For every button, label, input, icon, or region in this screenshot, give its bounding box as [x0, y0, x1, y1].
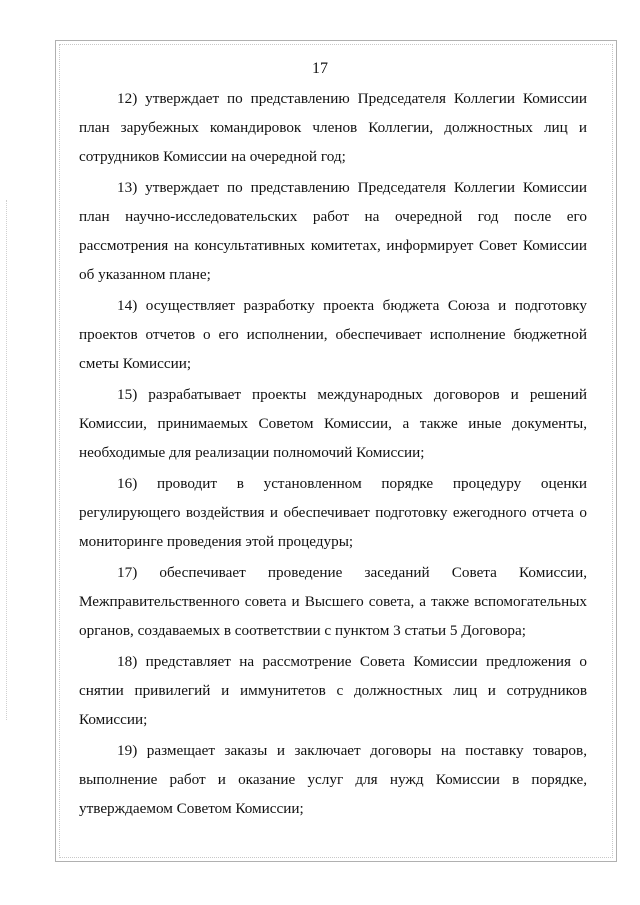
- document-body: [79, 84, 587, 823]
- paragraph-item-19: 19) размещает заказы и заключает договоры на поставку товаров, выполнение работ и оказание услуг для нужд Комиссии в порядке, утверждаемом Советом Комиссии;: [79, 742, 587, 817]
- scan-edge-mark: [6, 200, 8, 720]
- paragraph-item-12: 12) утверждает по представлению Председателя Коллегии Комиссии план зарубежных командировок членов Коллегии, должностных лиц и сотрудников Комиссии на очередной год;: [79, 90, 587, 165]
- paragraph-item-15: 15) разрабатывает проекты международных договоров и решений Комиссии, принимаемых Советом Комиссии, а также иные документы, необходимые для реализации полномочий Комиссии;: [79, 386, 587, 461]
- paragraph-item-13: 13) утверждает по представлению Председателя Коллегии Комиссии план научно-исследовательских работ на очередной год после его рассмотрения на консультативных комитетах, информирует Совет Комиссии об указанном плане;: [79, 179, 587, 283]
- paragraph-item-14: 14) осуществляет разработку проекта бюджета Союза и подготовку проектов отчетов о его исполнении, обеспечивает исполнение бюджетной сметы Комиссии;: [79, 297, 587, 372]
- paragraph-item-18: 18) представляет на рассмотрение Совета Комиссии предложения о снятии привилегий и иммунитетов с должностных лиц и сотрудников Комиссии;: [79, 653, 587, 728]
- paragraph-item-17: 17) обеспечивает проведение заседаний Совета Комиссии, Межправительственного совета и Высшего совета, а также вспомогательных органов, создаваемых в соответствии с пунктом 3 статьи 5 Договора;: [79, 564, 587, 639]
- paragraph-item-16: 16) проводит в установленном порядке процедуру оценки регулирующего воздействия и обеспечивает подготовку ежегодного отчета о мониторинге проведения этой процедуры;: [79, 475, 587, 550]
- page-number: 17: [312, 60, 328, 77]
